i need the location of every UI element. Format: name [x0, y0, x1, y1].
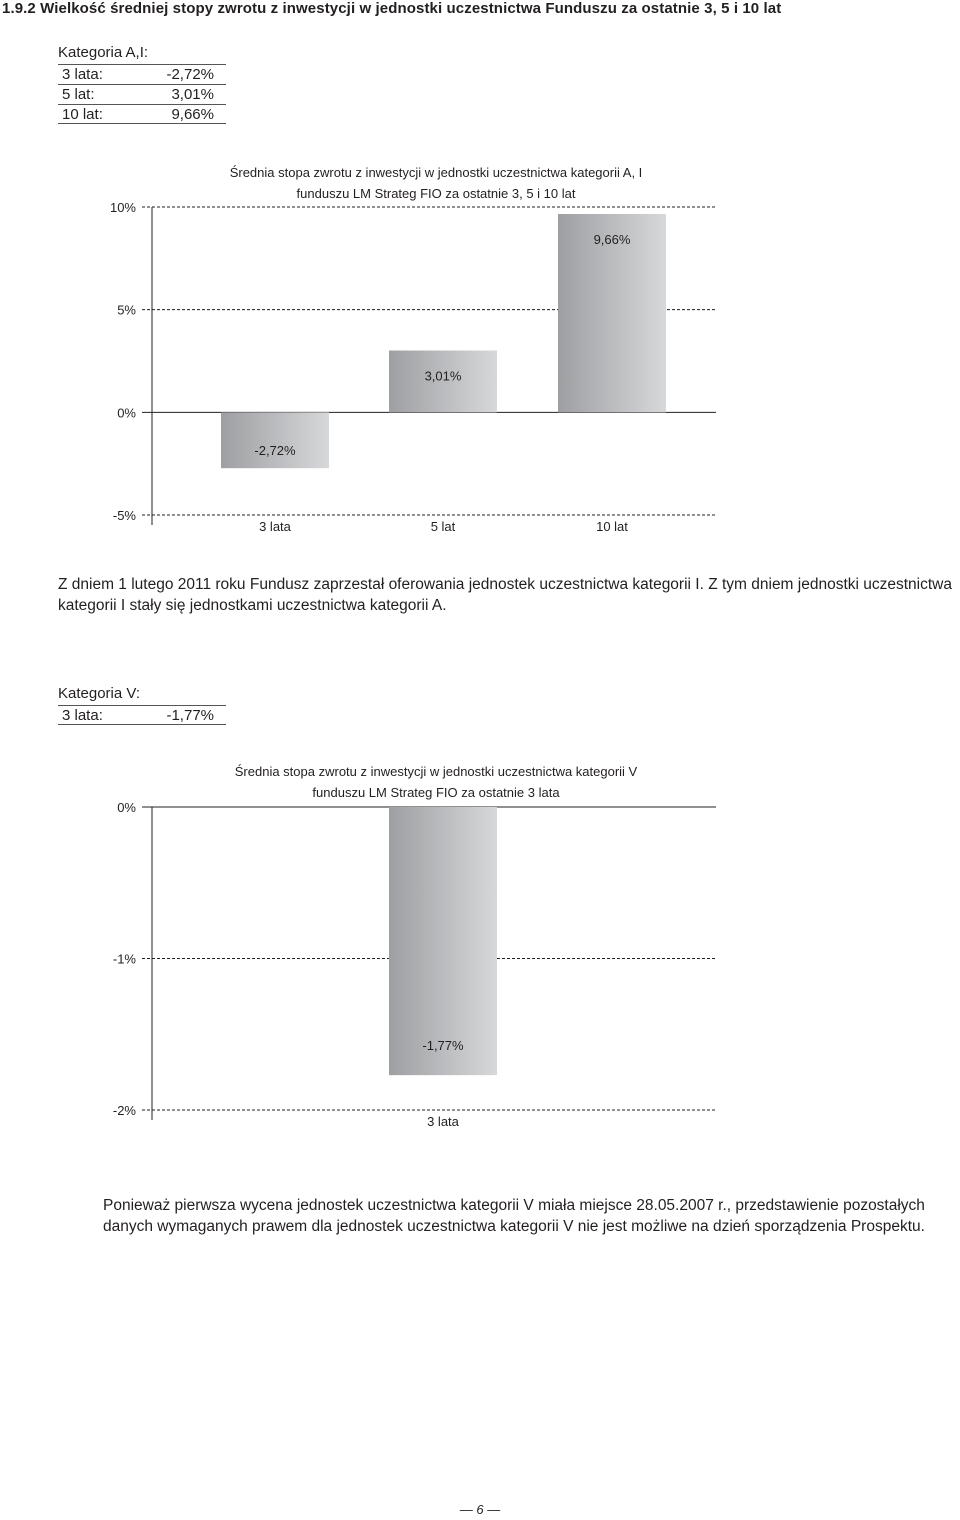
- summary-row: [58, 705, 226, 725]
- chart-title: Średnia stopa zwrotu z inwestycji w jednostki uczestnictwa kategorii V: [234, 764, 638, 779]
- category-v-title: Kategoria V:: [58, 685, 140, 702]
- summary-row: [58, 84, 226, 104]
- note-category-v: Ponieważ pierwsza wycena jednostek uczestnictwa kategorii V miała miejsce 28.05.2007 r., przedstawienie pozostałych danych wymaganych prawem dla jednostek uczestnictwa kategorii V nie jest możliwe na dzień sporządzenia Prospektu.: [103, 1197, 925, 1235]
- chart-subtitle: funduszu LM Strateg FIO za ostatnie 3, 5 i 10 lat: [296, 186, 576, 201]
- y-tick-label: 0%: [117, 405, 136, 421]
- summary-row-label: 3 lata:: [62, 66, 103, 83]
- chart-title: Średnia stopa zwrotu z inwestycji w jednostki uczestnictwa kategorii A, I: [229, 165, 643, 180]
- data-label: -1,77%: [422, 1038, 464, 1054]
- chart-category-v: [0, 755, 960, 1145]
- summary-row-value: -1,77%: [166, 707, 214, 724]
- y-tick-label: -2%: [112, 1103, 136, 1118]
- chart-category-ai: [0, 155, 960, 545]
- page-number: — 6 —: [459, 1502, 501, 1517]
- y-tick-label: -5%: [112, 508, 136, 523]
- bar: [221, 412, 329, 468]
- summary-row-value: -2,72%: [166, 66, 214, 83]
- section-heading: 1.9.2 Wielkość średniej stopy zwrotu z inwestycji w jednostki uczestnictwa Funduszu za ostatnie 3, 5 i 10 lat: [2, 0, 782, 17]
- chart-subtitle: funduszu LM Strateg FIO za ostatnie 3 lata: [312, 785, 560, 800]
- y-tick-label: 10%: [109, 200, 136, 215]
- bar: [389, 807, 497, 1075]
- x-tick-label: 5 lat: [430, 519, 456, 534]
- summary-row-value: 9,66%: [171, 106, 214, 123]
- category-ai-summary: [58, 42, 226, 124]
- summary-row: [58, 64, 226, 84]
- x-tick-label: 10 lat: [596, 519, 628, 534]
- data-label: -2,72%: [254, 443, 296, 459]
- summary-row-value: 3,01%: [171, 86, 214, 103]
- summary-row-label: 10 lat:: [62, 106, 103, 123]
- y-tick-label: 0%: [117, 800, 136, 815]
- category-ai-title: Kategoria A,I:: [58, 44, 149, 61]
- category-v-summary: [58, 683, 226, 725]
- y-tick-label: 5%: [117, 302, 136, 318]
- summary-row-label: 3 lata:: [62, 707, 103, 724]
- note-category-i: Z dniem 1 lutego 2011 roku Fundusz zaprzestał oferowania jednostek uczestnictwa kategorii I. Z tym dniem jednostki uczestnictwa kategorii I stały się jednostkami uczestnictwa kategorii A.: [58, 576, 952, 614]
- summary-row-label: 5 lat:: [62, 86, 95, 103]
- y-tick-label: -1%: [112, 951, 136, 967]
- summary-row: [58, 104, 226, 124]
- x-tick-label: 3 lata: [259, 519, 291, 534]
- data-label: 3,01%: [424, 368, 462, 384]
- data-label: 9,66%: [593, 231, 631, 247]
- x-tick-label: 3 lata: [427, 1114, 459, 1129]
